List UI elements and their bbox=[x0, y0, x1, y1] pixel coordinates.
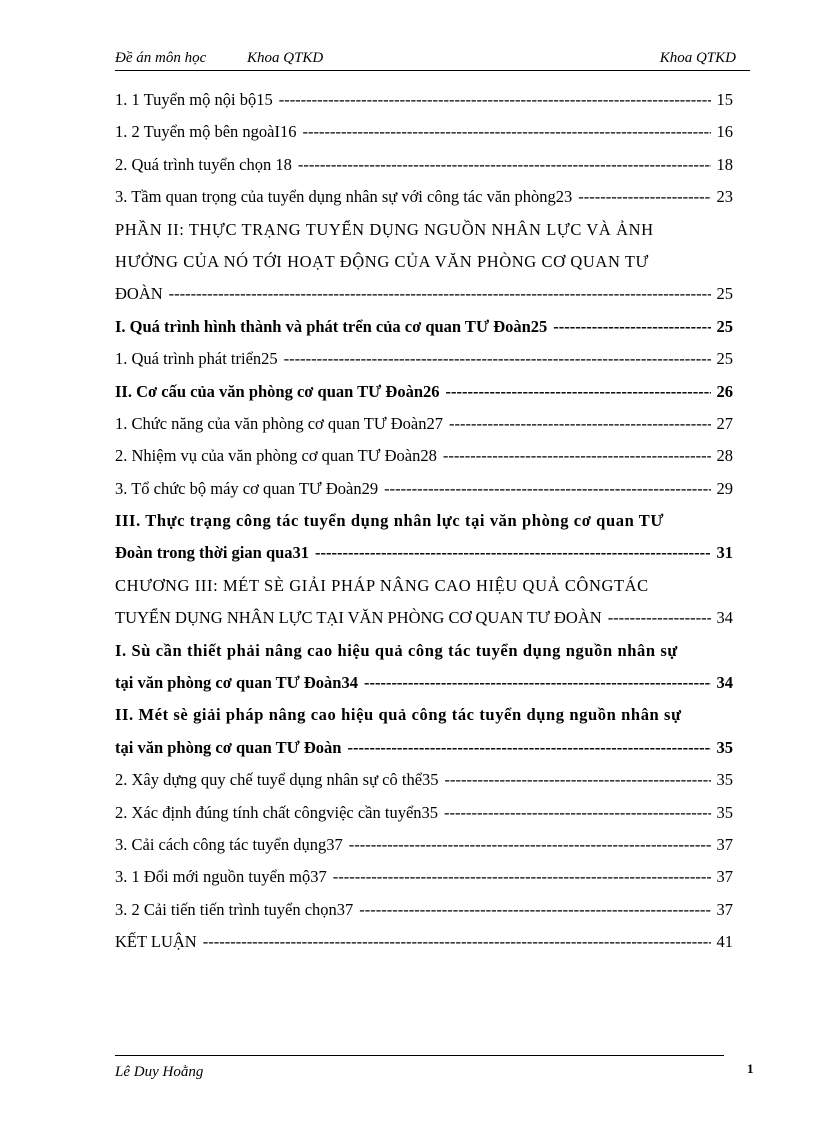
toc-entry[interactable] bbox=[115, 932, 733, 964]
toc-entry[interactable] bbox=[115, 867, 733, 899]
toc-entry[interactable] bbox=[115, 479, 733, 511]
toc-entry-title: 2. Nhiệm vụ của văn phòng cơ quan TƯ Đoàn28 bbox=[115, 446, 437, 466]
toc-entry[interactable] bbox=[115, 220, 733, 252]
toc-entry[interactable] bbox=[115, 122, 733, 154]
toc-entry-title: 3. 1 Đổi mới nguồn tuyển mộ37 bbox=[115, 867, 327, 887]
toc-entry[interactable] bbox=[115, 835, 733, 867]
toc-entry-page: 26 bbox=[716, 381, 733, 401]
toc-entry[interactable] bbox=[115, 641, 733, 673]
toc-entry-title: 3. Tầm quan trọng của tuyển dụng nhân sự với công tác văn phòng23 bbox=[115, 187, 573, 207]
toc-leader-dots bbox=[445, 770, 711, 790]
toc-leader-dots bbox=[169, 284, 711, 304]
toc-leader-dots bbox=[608, 608, 711, 628]
toc-leader-dots bbox=[364, 673, 711, 693]
toc-entry-title: 1. 1 Tuyển mộ nội bộ15 bbox=[115, 90, 273, 109]
toc-entry[interactable] bbox=[115, 608, 733, 640]
toc-entry-title: I. Quá trình hình thành và phát trển của cơ quan TƯ Đoàn25 bbox=[115, 316, 548, 336]
toc-leader-dots bbox=[279, 90, 711, 110]
toc-entry[interactable] bbox=[115, 673, 733, 705]
toc-entry-page: 37 bbox=[716, 899, 733, 919]
toc-leader-dots bbox=[444, 803, 710, 823]
header-faculty-right: Khoa QTKD bbox=[659, 50, 736, 66]
toc-entry-page: 23 bbox=[716, 187, 733, 207]
toc-entry[interactable] bbox=[115, 414, 733, 446]
toc-entry-page: 29 bbox=[716, 478, 733, 498]
toc-entry-title: Đoàn trong thời gian qua31 bbox=[115, 543, 310, 563]
toc-entry-page: 31 bbox=[716, 543, 733, 563]
toc-entry-page: 35 bbox=[716, 770, 733, 790]
toc-entry-page: 25 bbox=[716, 349, 733, 369]
toc-entry[interactable] bbox=[115, 317, 733, 349]
toc-entry[interactable] bbox=[115, 900, 733, 932]
toc-leader-dots bbox=[315, 543, 710, 563]
toc-entry-page: 37 bbox=[716, 867, 733, 887]
toc-leader-dots bbox=[446, 382, 711, 402]
toc-entry-title: 3. 2 Cải tiến tiến trình tuyển chọn37 bbox=[115, 899, 354, 919]
toc-leader-dots bbox=[384, 479, 710, 499]
toc-entry[interactable] bbox=[115, 446, 733, 478]
toc-leader-dots bbox=[553, 317, 710, 337]
toc-leader-dots bbox=[443, 446, 711, 466]
toc-leader-dots bbox=[298, 155, 711, 175]
toc-entry-title: 1. Chức năng của văn phòng cơ quan TƯ Đoàn27 bbox=[115, 413, 444, 433]
toc-entry[interactable] bbox=[115, 511, 733, 543]
toc-entry-title: 3. Tổ chức bộ máy cơ quan TƯ Đoàn29 bbox=[115, 478, 379, 498]
toc-entry-title: 2. Xác định đúng tính chất côngviệc cần tuyển35 bbox=[115, 802, 439, 822]
toc-entry-page: 25 bbox=[716, 316, 733, 336]
toc-leader-dots bbox=[284, 349, 711, 369]
toc-entry-title: 2. Xây dựng quy chế tuyể dụng nhân sự cô thể35 bbox=[115, 770, 439, 790]
header-faculty-left: Khoa QTKD bbox=[247, 50, 324, 66]
toc-entry-page: 34 bbox=[716, 608, 733, 628]
toc-entry-title: II. Cơ cấu của văn phòng cơ quan TƯ Đoàn26 bbox=[115, 381, 440, 401]
toc-entry[interactable] bbox=[115, 770, 733, 802]
page-footer bbox=[115, 1055, 724, 1080]
toc-leader-dots bbox=[333, 867, 711, 887]
toc-leader-dots bbox=[349, 835, 711, 855]
toc-entry[interactable] bbox=[115, 284, 733, 316]
toc-entry-page: 25 bbox=[716, 284, 733, 304]
toc-entry[interactable] bbox=[115, 90, 733, 122]
toc-entry[interactable] bbox=[115, 576, 733, 608]
toc-entry-title: HƯỞNG CỦA NÓ TỚI HOẠT ĐỘNG CỦA VĂN PHÒNG CƠ QUAN TƯ bbox=[115, 251, 649, 271]
toc-entry-title: ĐOÀN bbox=[115, 284, 163, 304]
toc-entry[interactable] bbox=[115, 803, 733, 835]
toc-leader-dots bbox=[347, 738, 710, 758]
page-header bbox=[115, 50, 750, 71]
toc-entry-title: 1. Quá trình phát triển25 bbox=[115, 349, 278, 369]
toc-entry-page: 15 bbox=[716, 90, 733, 109]
toc-entry-page: 28 bbox=[716, 446, 733, 466]
toc-entry-title: tại văn phòng cơ quan TƯ Đoàn34 bbox=[115, 673, 358, 693]
toc-entry-page: 16 bbox=[716, 122, 733, 142]
toc-leader-dots bbox=[359, 900, 710, 920]
toc-entry-title: 3. Cải cách công tác tuyển dụng37 bbox=[115, 834, 343, 854]
toc-entry-title: CHƯƠNG III: MÉT SÈ GIẢI PHÁP NÂNG CAO HIỆU QUẢ CÔNGTÁC bbox=[115, 575, 649, 595]
toc-entry-title: TUYỂN DỤNG NHÂN LỰC TẠI VĂN PHÒNG CƠ QUAN TƯ ĐOÀN bbox=[115, 608, 602, 628]
toc-entry[interactable] bbox=[115, 252, 733, 284]
header-course: Đề án môn học bbox=[115, 50, 207, 66]
toc-entry-page: 37 bbox=[716, 834, 733, 854]
footer-author: Lê Duy Hoằng bbox=[115, 1064, 204, 1080]
toc-entry[interactable] bbox=[115, 738, 733, 770]
toc-leader-dots bbox=[203, 932, 711, 952]
toc-entry[interactable] bbox=[115, 155, 733, 187]
toc-entry-title: II. Mét sè giải pháp nâng cao hiệu quả công tác tuyển dụng nguồn nhân sự bbox=[115, 705, 682, 725]
toc-entry[interactable] bbox=[115, 382, 733, 414]
table-of-contents bbox=[115, 90, 733, 965]
toc-leader-dots bbox=[303, 122, 711, 142]
toc-entry[interactable] bbox=[115, 705, 733, 737]
toc-entry[interactable] bbox=[115, 349, 733, 381]
page-number: 1 bbox=[747, 1061, 754, 1076]
toc-entry-title: 1. 2 Tuyển mộ bên ngoàI16 bbox=[115, 122, 297, 142]
toc-entry-title: KẾT LUẬN bbox=[115, 932, 197, 952]
toc-entry-page: 35 bbox=[716, 737, 733, 757]
toc-entry-page: 27 bbox=[716, 413, 733, 433]
toc-entry[interactable] bbox=[115, 543, 733, 575]
toc-entry[interactable] bbox=[115, 187, 733, 219]
toc-entry-title: I. Sù cần thiết phải nâng cao hiệu quả công tác tuyển dụng nguồn nhân sự bbox=[115, 640, 678, 660]
toc-entry-title: PHẦN II: THỰC TRẠNG TUYỂN DỤNG NGUỒN NHÂN LỰC VÀ ẢNH bbox=[115, 219, 654, 239]
toc-entry-page: 18 bbox=[716, 154, 733, 174]
toc-entry-page: 34 bbox=[716, 673, 733, 693]
toc-entry-title: III. Thực trạng công tác tuyển dụng nhân lực tại văn phòng cơ quan TƯ bbox=[115, 511, 665, 531]
toc-entry-page: 41 bbox=[716, 932, 733, 952]
toc-leader-dots bbox=[449, 414, 710, 434]
toc-entry-title: 2. Quá trình tuyển chọn 18 bbox=[115, 154, 292, 174]
toc-entry-page: 35 bbox=[716, 802, 733, 822]
toc-entry-title: tại văn phòng cơ quan TƯ Đoàn bbox=[115, 737, 342, 757]
toc-leader-dots bbox=[578, 187, 710, 207]
